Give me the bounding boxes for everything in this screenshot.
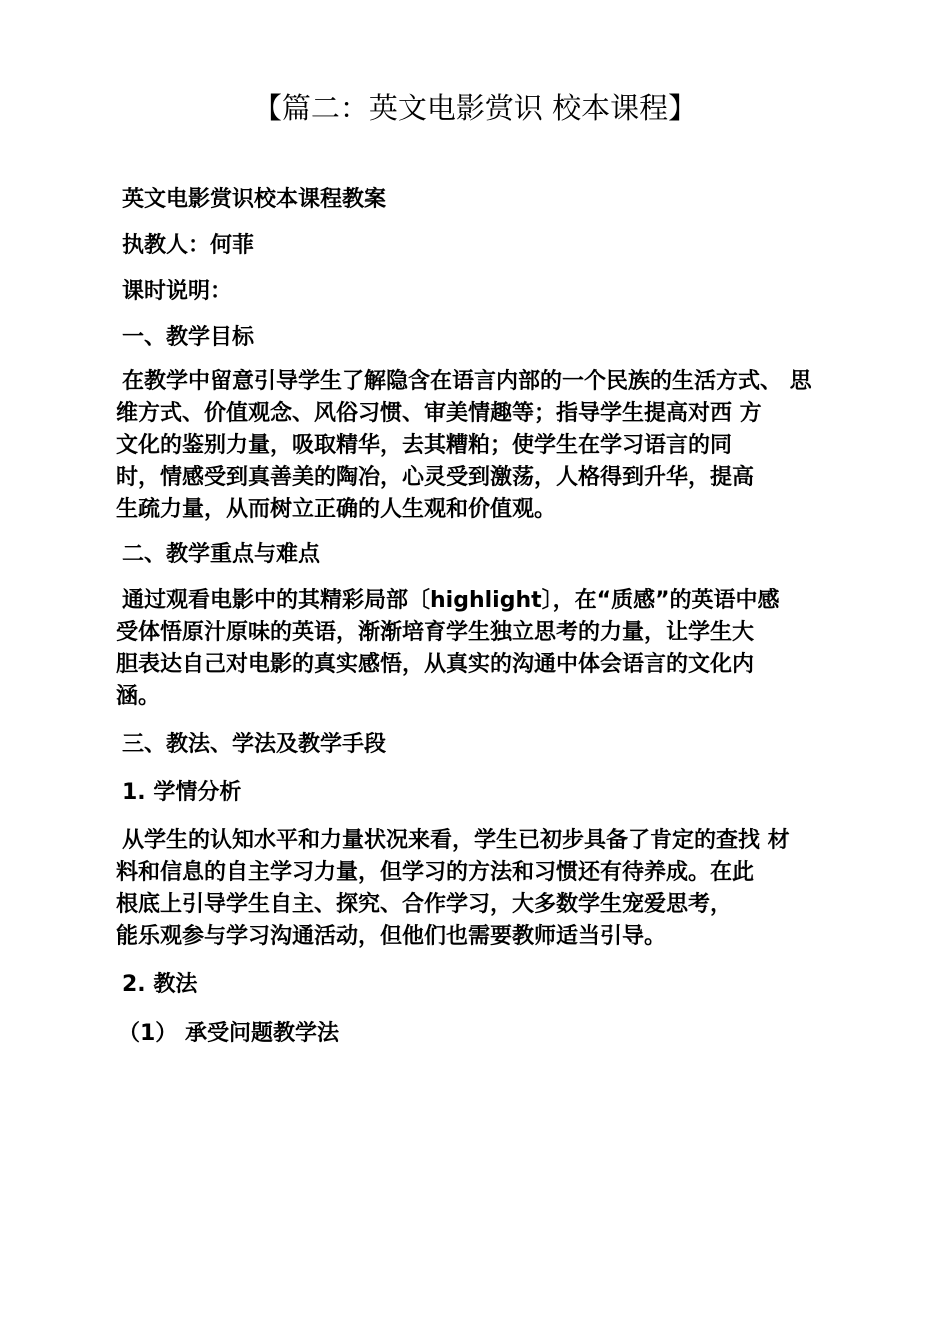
paragraph-line: 从学生的认知水平和力量状况来看，学生已初步具备了肯定的查找 材 — [122, 828, 790, 853]
paragraph-line: 文化的鉴别力量，吸取精华，去其糟粕；使学生在学习语言的同 — [116, 433, 733, 458]
paragraph-line: 时，情感受到真善美的陶冶，心灵受到激荡，人格得到升华，提高 — [116, 465, 755, 490]
section-heading-key-points: 二、教学重点与难点 — [122, 542, 321, 567]
paragraph-line: 生疏力量，从而树立正确的人生观和价值观。 — [116, 497, 557, 522]
section-heading-objectives: 一、教学目标 — [122, 325, 255, 350]
class-hours-note: 课时说明： — [122, 279, 233, 304]
paragraph-line: 根底上引导学生自主、探究、合作学习，大多数学生宠爱思考， — [116, 892, 733, 917]
subheading-teaching-method: 2. 教法 — [122, 972, 198, 997]
paragraph-line: 通过观看电影中的其精彩局部〔highlight〕，在“质感”的英语中感 — [122, 588, 780, 613]
key-points-paragraph — [116, 585, 851, 713]
paragraph-line: 维方式、价值观念、风俗习惯、审美情趣等；指导学生提高对西 方 — [116, 401, 762, 426]
paragraph-line: 能乐观参与学习沟通活动，但他们也需要教师适当引导。 — [116, 924, 667, 949]
learner-analysis-paragraph — [116, 825, 851, 953]
lesson-plan-title: 英文电影赏识校本课程教案 — [122, 187, 387, 212]
paragraph-line: 胆表达自己对电影的真实感悟，从真实的沟通中体会语言的文化内 — [116, 652, 755, 677]
paragraph-line: 受体悟原汁原味的英语，渐渐培育学生独立思考的力量，让学生大 — [116, 620, 755, 645]
subheading-learner-analysis: 1. 学情分析 — [122, 780, 242, 805]
document-title: 【篇二：英文电影赏识 校本课程】 — [252, 91, 698, 125]
section-heading-methods: 三、教法、学法及教学手段 — [122, 732, 387, 757]
objectives-paragraph — [116, 366, 851, 526]
paragraph-line: 料和信息的自主学习力量，但学习的方法和习惯还有待养成。在此 — [116, 860, 755, 885]
paragraph-line: 在教学中留意引导学生了解隐含在语言内部的一个民族的生活方式、 思 — [122, 369, 812, 394]
paragraph-line: 涵。 — [116, 684, 161, 709]
teaching-method-item: （1） 承受问题教学法 — [118, 1021, 339, 1046]
teacher-line: 执教人：何菲 — [122, 233, 255, 258]
